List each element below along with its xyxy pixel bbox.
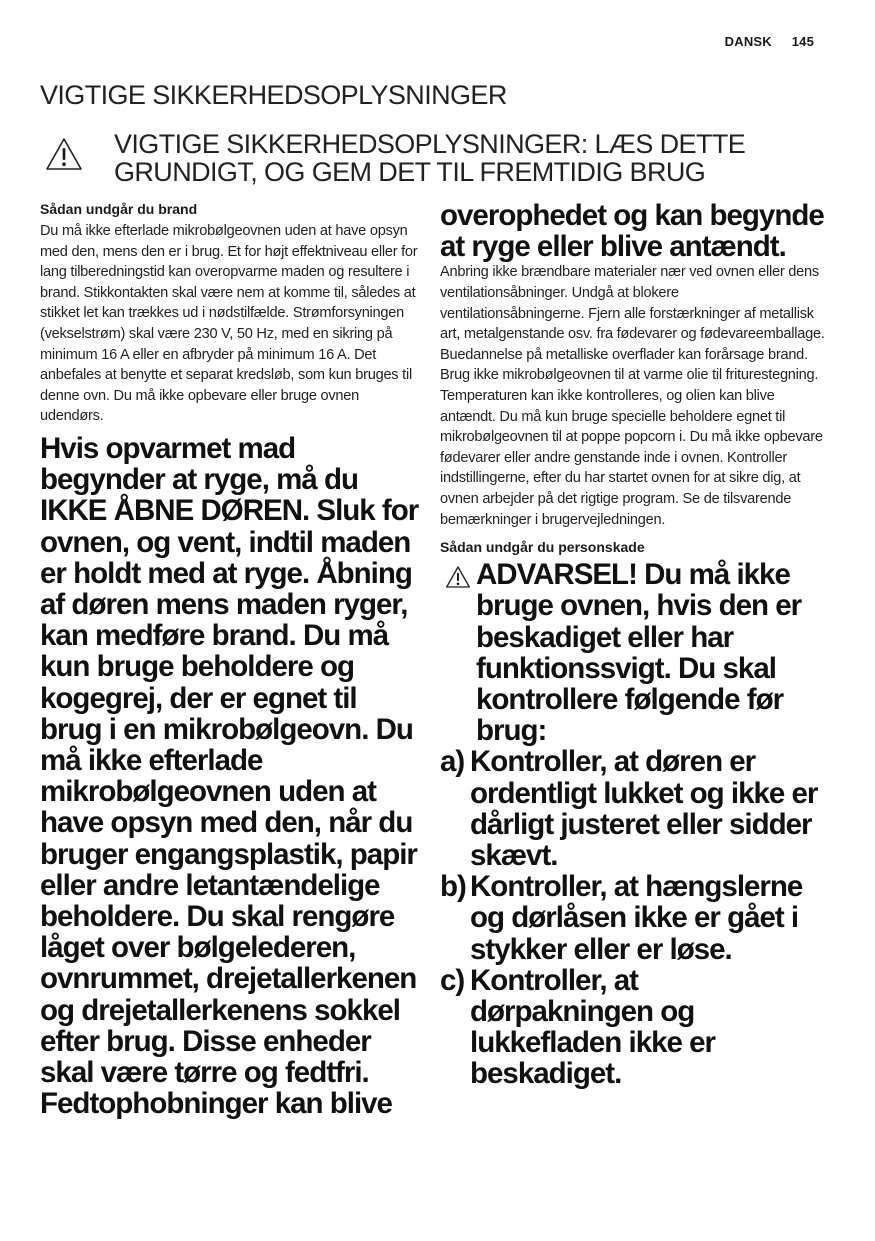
fire-prevention-text: Du må ikke efterlade mikrobølgeovnen uden at have opsyn med den, mens den er i brug. Et for højt effektniveau eller for lang tilberedningstid kan overopvarme maden og resultere i brand. Stikkontakten skal være nem at komme til, således at stikket let kan trækkes ud i nødstilfælde. Strømforsyningen (vekselstrøm) skal være 230 V, 50 Hz, med en sikring på minimum 16 A eller en afbryder på minimum 16 A. Det anbefales at benytte et separat kredsløb, som kun bruges til denne ovn. Du må ikke opbevare eller bruge ovnen udendørs. <box>40 223 418 425</box>
fire-prevention-heading: Sådan undgår du brand <box>40 201 198 217</box>
list-item <box>440 965 825 1090</box>
list-item-label: c) <box>440 963 465 997</box>
list-item-label: b) <box>440 870 466 904</box>
smoke-warning-continuation: overophedet og kan begynde at ryge eller blive antændt. <box>440 199 824 264</box>
injury-prevention-heading: Sådan undgår du personskade <box>440 539 645 556</box>
list-item <box>440 746 825 871</box>
warning-text: ADVARSEL! Du må ikke bruge ovnen, hvis den er beskadiget eller har funktionssvigt. Du skal kontrollere følgende før brug: <box>476 558 802 748</box>
list-item-text: Kontroller, at døren er ordentligt lukket og ikke er dårligt justeret eller sidder skævt. <box>470 745 818 872</box>
warning-subtitle: VIGTIGE SIKKERHEDSOPLYSNINGER: LÆS DETTE GRUNDIGT, OG GEM DET TIL FREMTIDIG BRUG <box>114 129 746 187</box>
list-item <box>440 871 825 965</box>
list-item-text: Kontroller, at dørpakningen og lukkefladen ikke er beskadiget. <box>470 963 716 1091</box>
check-list <box>440 746 825 1089</box>
flammable-materials-text: Anbring ikke brændbare materialer nær ved ovnen eller dens ventilationsåbninger. Undgå at blokere ventilationsåbningerne. Fjern alle forstærkninger af metallisk art, metalgenstande osv. fra fødevarer og fødevareemballage. Buedannelse på metalliske overflader kan forårsage brand. Brug ikke mikrobølgeovnen til at varme olie til friturestegning. Temperaturen kan ikke kontrolleres, og olien kan blive antændt. Du må kun bruge specielle beholdere egnet til mikrobølgeovnen til at poppe popcorn i. Du må ikke opbevare fødevarer eller andre genstande inde i ovnen. Kontroller indstillingerne, efter du har startet ovnen for at sikre dig, at ovnen arbejder på det rigtige program. Se de tilsvarende bemærkninger i brugervejledningen. <box>440 264 825 528</box>
right-column <box>440 200 825 1090</box>
warning-triangle-icon <box>44 136 84 172</box>
left-column <box>40 200 422 1119</box>
language-label: DANSK <box>724 34 772 49</box>
list-item-label: a) <box>440 745 465 779</box>
smoke-warning-text: Hvis opvarmet mad begynder at ryge, må du IKKE ÅBNE DØREN. Sluk for ovnen, og vent, indtil maden er holdt med at ryge. Åbning af døren mens maden ryger, kan medføre brand. Du må kun bruge beholdere og kogegrej, der er egnet til brug i en mikrobølgeovn. Du må ikke efterlade mikrobølgeovnen uden at have opsyn med den, når du bruger engangsplastik, papir eller andre letantændelige beholdere. Du skal rengøre låget over bølgelederen, ovnrummet, drejetallerkenen og drejetallerkenens sokkel efter brug. Disse enheder skal være tørre og fedtfri. Fedtophobninger kan blive <box>40 431 419 1121</box>
warning-triangle-icon <box>444 565 472 589</box>
warning-block <box>440 559 825 746</box>
section-title: VIGTIGE SIKKERHEDSOPLYSNINGER <box>40 80 507 110</box>
list-item-text: Kontroller, at hængslerne og dørlåsen ikke er gået i stykker eller er løse. <box>470 870 803 966</box>
page-header <box>725 34 814 49</box>
page-number: 145 <box>791 34 814 49</box>
